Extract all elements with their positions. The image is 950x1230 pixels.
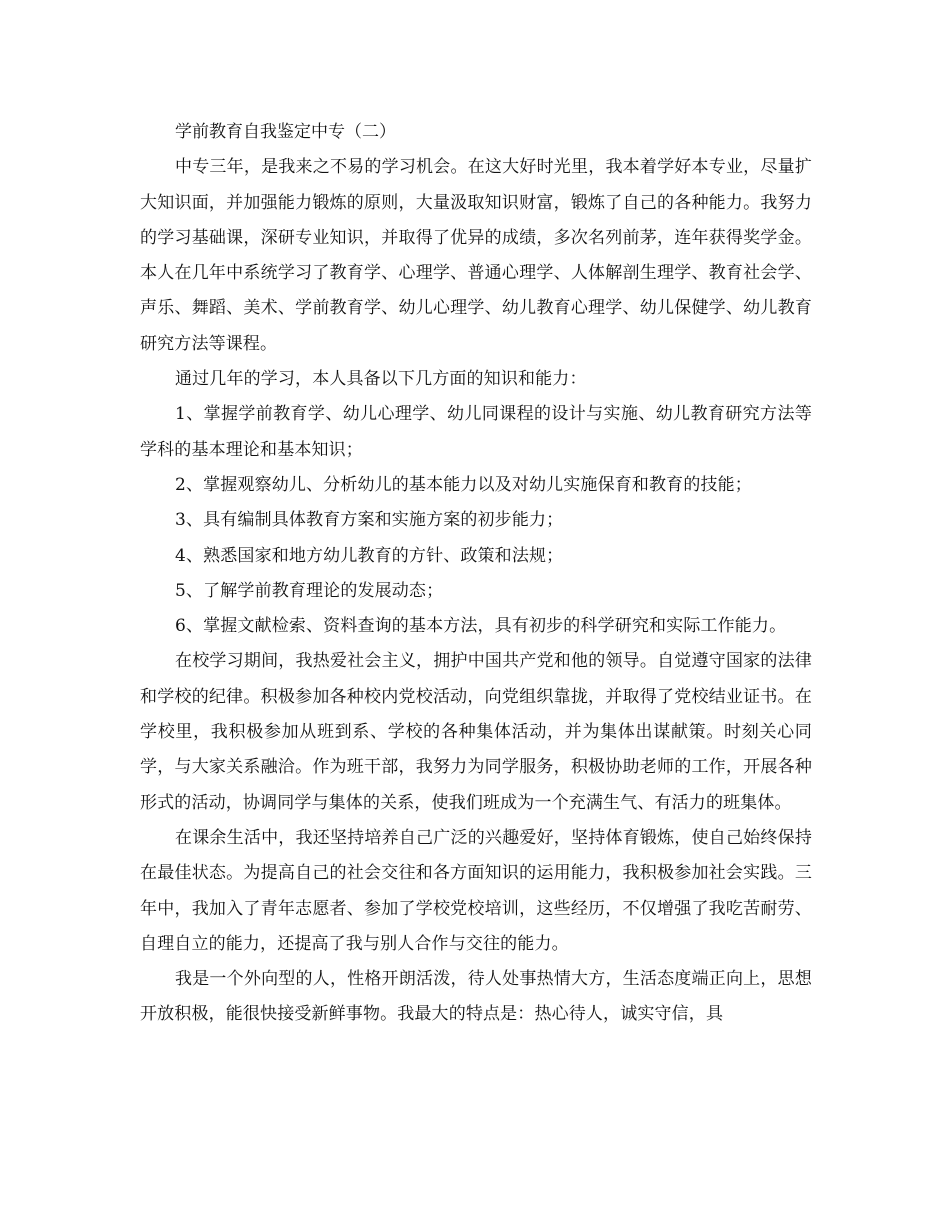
- list-item-ability-4: 4、熟悉国家和地方幼儿教育的方针、政策和法规；: [175, 545, 564, 566]
- paragraph-extracurricular: 在课余生活中，我还坚持培养自己广泛的兴趣爱好，坚持体育锻炼，使自己始终保持在最佳状态。为提高自己的社会交往和各方面知识的运用能力，我积极参加社会实践。三年中，我加入了青年志愿者、参加了学校党校培训，这些经历，不仅增强了我吃苦耐劳、自理自立的能力，还提高了我与别人合作与交往的能力。: [140, 827, 812, 954]
- paragraph-intro: 中专三年，是我来之不易的学习机会。在这大好时光里，我本着学好本专业，尽量扩大知识面，并加强能力锻炼的原则，大量汲取知识财富，锻炼了自己的各种能力。我努力的学习基础课，深研专业知识，并取得了优异的成绩，多次名列前茅，连年获得奖学金。本人在几年中系统学习了教育学、心理学、普通心理学、人体解剖生理学、教育社会学、声乐、舞蹈、美术、学前教育学、幼儿心理学、幼儿教育心理学、幼儿保健学、幼儿教育研究方法等课程。: [140, 157, 812, 354]
- paragraph-abilities-intro: 通过几年的学习，本人具备以下几方面的知识和能力：: [175, 369, 587, 390]
- list-item-ability-3: 3、具有编制具体教育方案和实施方案的初步能力；: [175, 510, 564, 531]
- paragraph-personality: 我是一个外向型的人，性格开朗活泼，待人处事热情大方，生活态度端正向上，思想开放积极，能很快接受新鲜事物。我最大的特点是：热心待人，诚实守信，具: [140, 969, 812, 1025]
- paragraph-school-life: 在校学习期间，我热爱社会主义，拥护中国共产党和他的领导。自觉遵守国家的法律和学校的纪律。积极参加各种校内党校活动，向党组织靠拢，并取得了党校结业证书。在学校里，我积极参加从班到系、学校的各种集体活动，并为集体出谋献策。时刻关心同学，与大家关系融洽。作为班干部，我努力为同学服务，积极协助老师的工作，开展各种形式的活动，协调同学与集体的关系，使我们班成为一个充满生气、有活力的班集体。: [140, 651, 812, 813]
- list-item-ability-5: 5、了解学前教育理论的发展动态；: [175, 580, 444, 601]
- list-item-ability-2: 2、掌握观察幼儿、分析幼儿的基本能力以及对幼儿实施保育和教育的技能；: [175, 474, 752, 495]
- document-title: 学前教育自我鉴定中专（二）: [175, 122, 396, 142]
- list-item-ability-6: 6、掌握文献检索、资料查询的基本方法，具有初步的科学研究和实际工作能力。: [175, 616, 787, 637]
- document-page: [140, 115, 812, 1033]
- list-item-ability-1: 1、掌握学前教育学、幼儿心理学、幼儿同课程的设计与实施、幼儿教育研究方法等学科的基本理论和基本知识；: [140, 404, 812, 460]
